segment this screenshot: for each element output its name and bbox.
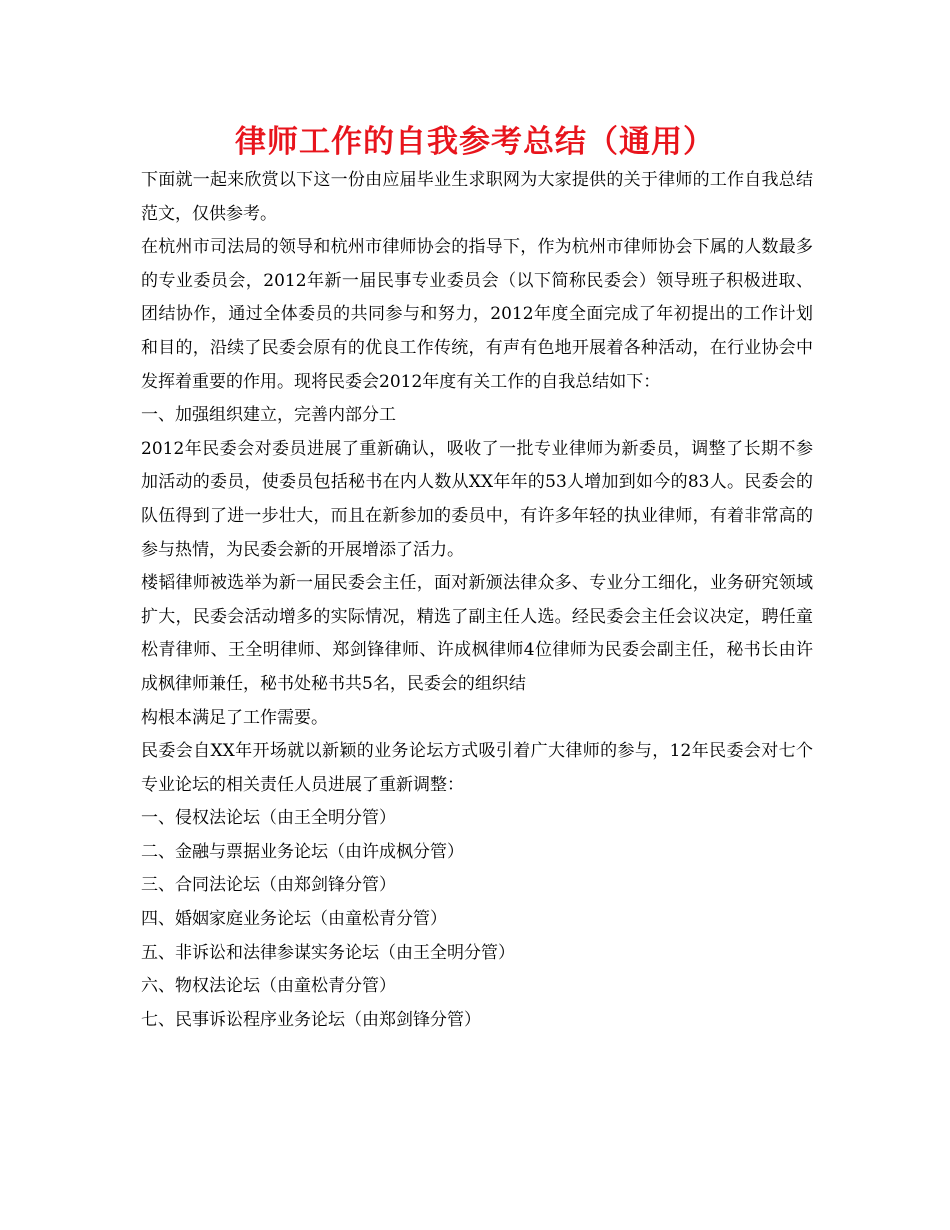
structure-paragraph: 构根本满足了工作需要。 [141, 707, 328, 728]
section-heading: 一、加强组织建立，完善内部分工 [141, 405, 396, 426]
committee-paragraph: 2012年民委会对委员进展了重新确认，吸收了一批专业律师为新委员，调整了长期不参加活动的委员，使委员包括秘书在内人数从XX年年的53人增加到如今的83人。民委会的队伍得到了进一步壮大，而且在新参加的委员中，有许多年轻的执业律师，有着非常高的参与热情，为民委会新的开展增添了活力。 [141, 438, 813, 560]
document-body [141, 164, 813, 1037]
forum-list-item: 七、民事诉讼程序业务论坛（由郑剑锋分管） [141, 1009, 481, 1030]
overview-paragraph: 在杭州市司法局的领导和杭州市律师协会的指导下，作为杭州市律师协会下属的人数最多的专业委员会，2012年新一届民事专业委员会（以下简称民委会）领导班子积极进取、团结协作，通过全体委员的共同参与和努力，2012年度全面完成了年初提出的工作计划和目的，沿续了民委会原有的优良工作传统，有声有色地开展着各种活动，在行业协会中发挥着重要的作用。现将民委会2012年度有关工作的自我总结如下： [141, 237, 813, 392]
forum-list-item: 四、婚姻家庭业务论坛（由童松青分管） [141, 909, 447, 930]
forum-list-item: 五、非诉讼和法律参谋实务论坛（由王全明分管） [141, 942, 515, 963]
forum-list-item: 一、侵权法论坛（由王全明分管） [141, 808, 396, 829]
document-title: 律师工作的自我参考总结（通用） [235, 124, 715, 160]
forum-list-item: 六、物权法论坛（由童松青分管） [141, 976, 396, 997]
intro-paragraph: 下面就一起来欣赏以下这一份由应届毕业生求职网为大家提供的关于律师的工作自我总结范文，仅供参考。 [141, 170, 813, 224]
forum-list-item: 三、合同法论坛（由郑剑锋分管） [141, 875, 396, 896]
forum-paragraph: 民委会自XX年开场就以新颖的业务论坛方式吸引着广大律师的参与，12年民委会对七个专业论坛的相关责任人员进展了重新调整： [141, 741, 813, 795]
leadership-paragraph: 楼韬律师被选举为新一届民委会主任，面对新颁法律众多、专业分工细化，业务研究领域扩大，民委会活动增多的实际情况，精选了副主任人选。经民委会主任会议决定，聘任童松青律师、王全明律师、郑剑锋律师、许成枫律师4位律师为民委会副主任，秘书长由许成枫律师兼任，秘书处秘书共5名，民委会的组织结 [141, 573, 813, 694]
forum-list-item: 二、金融与票据业务论坛（由许成枫分管） [141, 841, 464, 862]
